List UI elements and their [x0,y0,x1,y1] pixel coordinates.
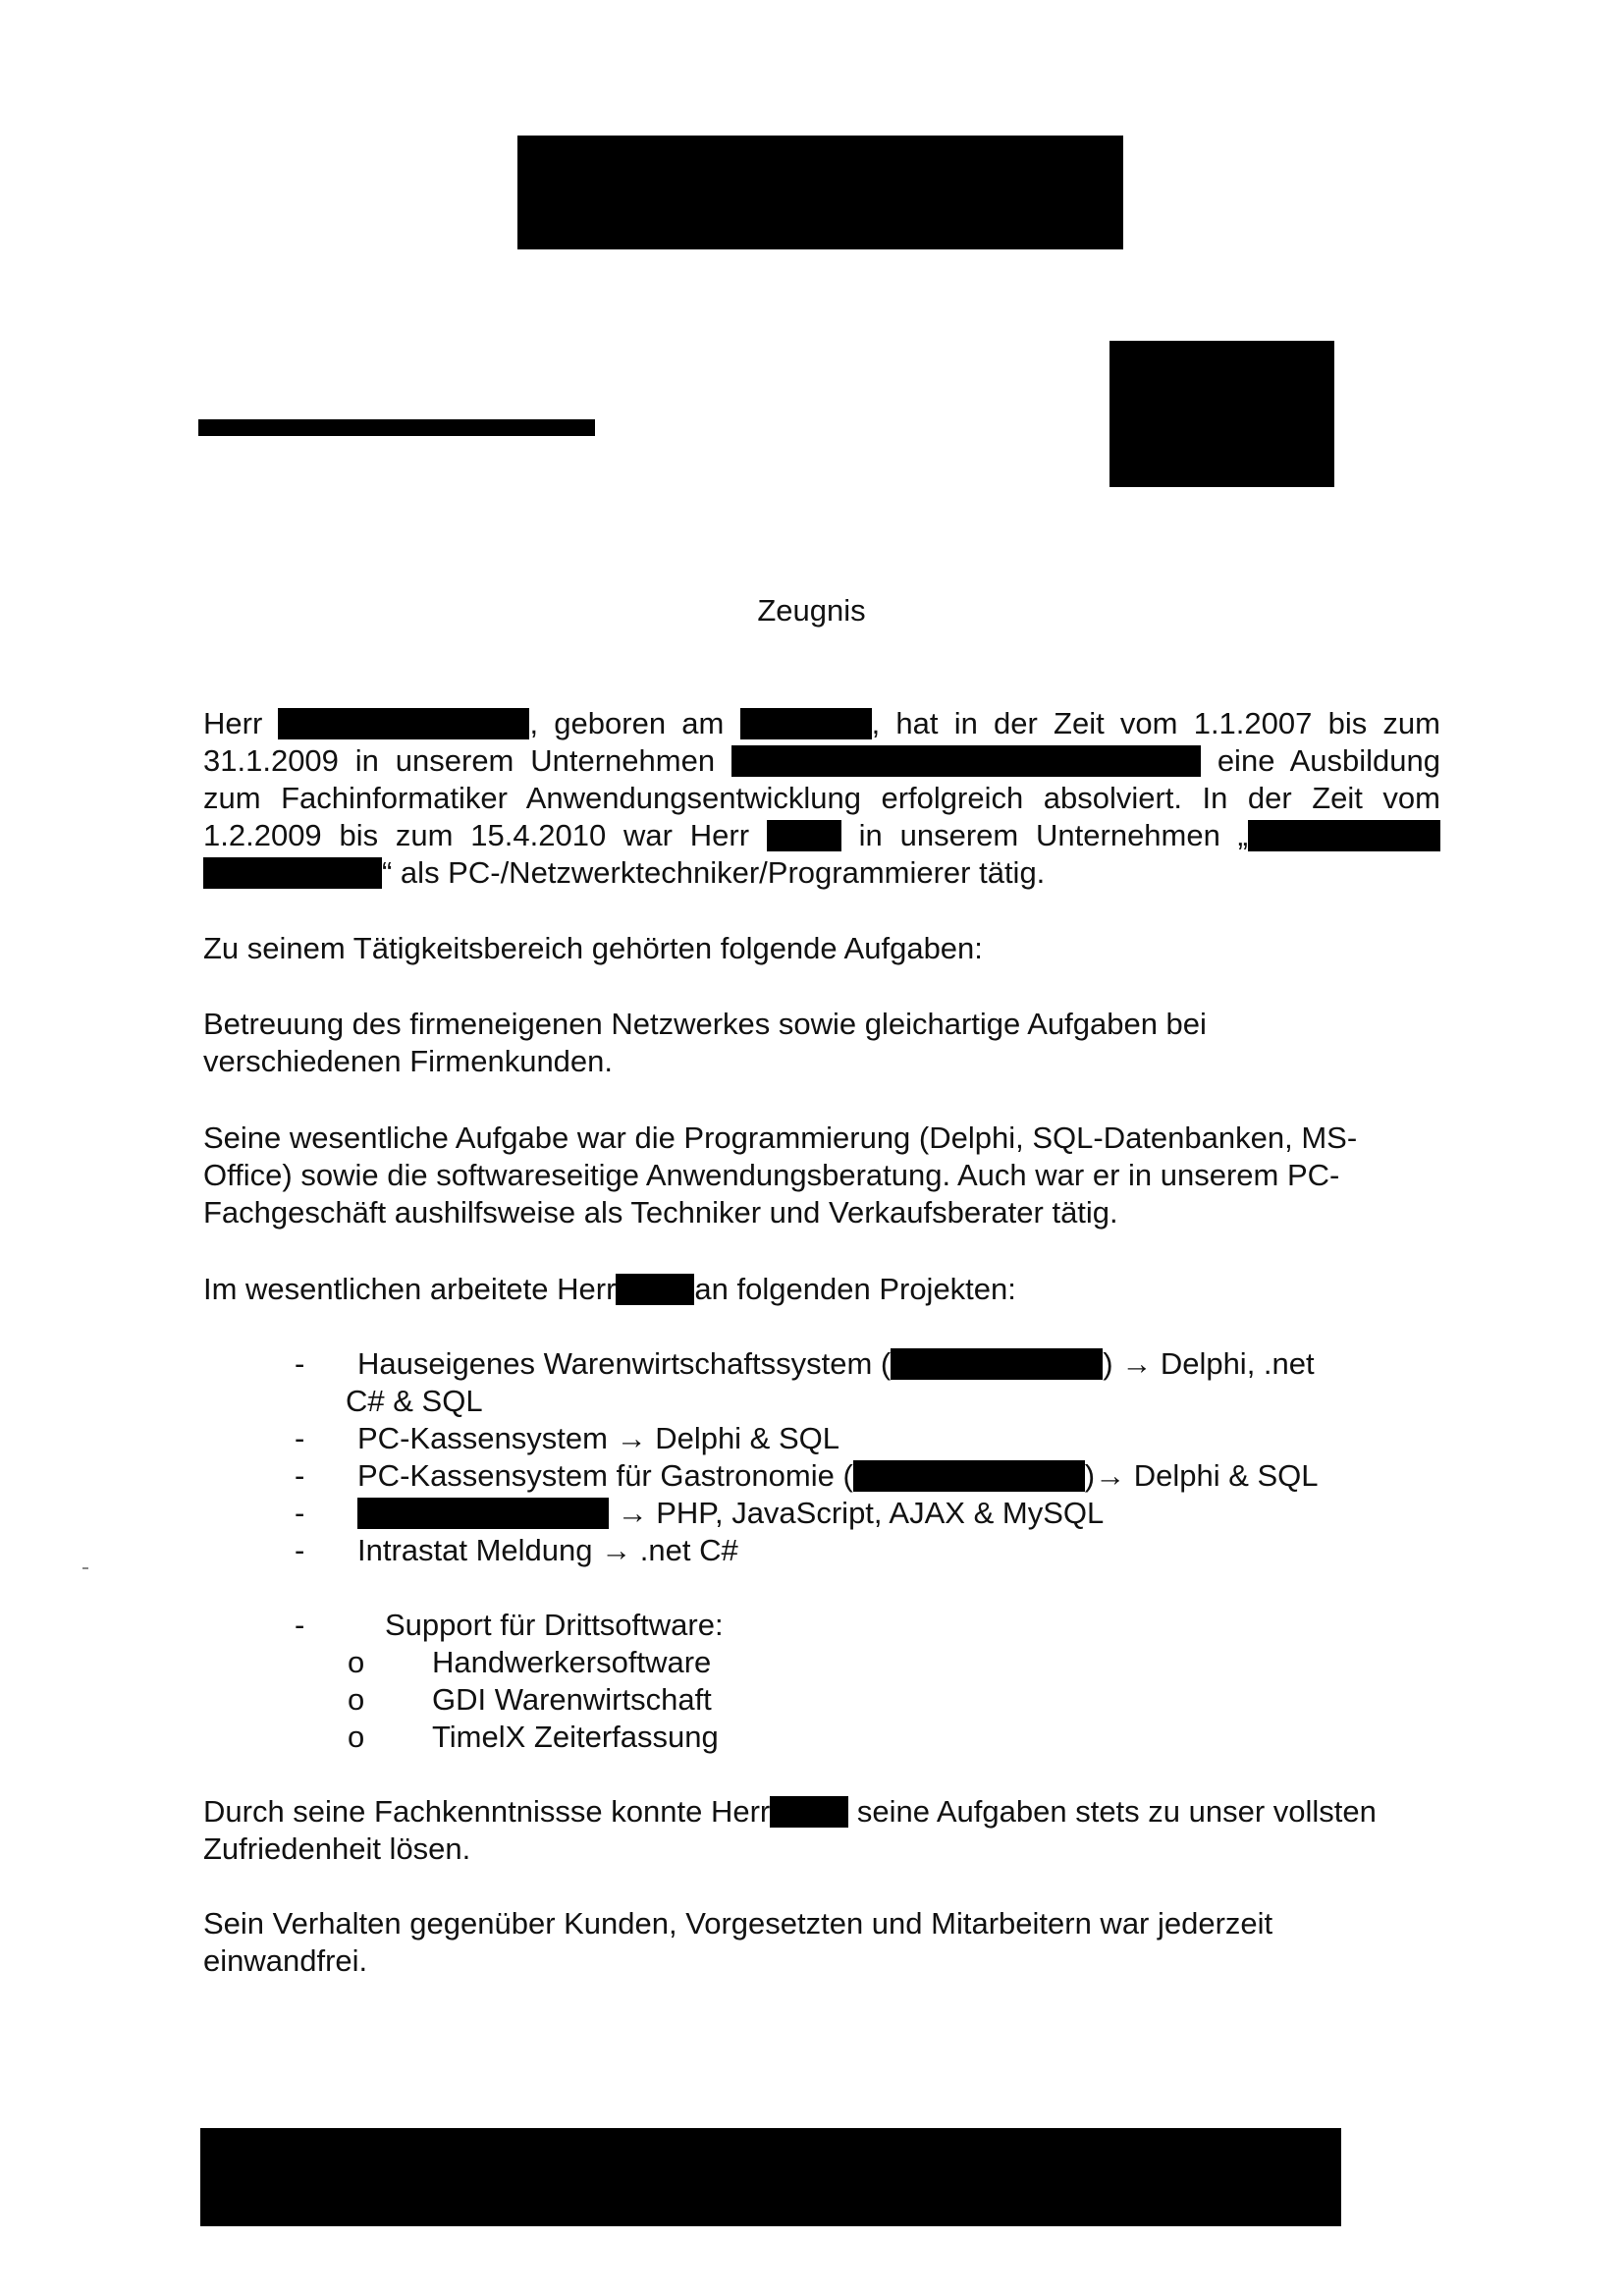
intro-text-4: eine Ausbildung zum Fachinformatiker Anwendungsentwicklung erfolgreich absolviert. In der Zeit vom 1.2.2009 bis zum 15.4.2010 war Herr [203,743,1440,852]
project-text: PC-Kassensystem → Delphi & SQL [357,1421,840,1455]
support-subitem-text: TimelX Zeiterfassung [432,1720,719,1754]
redacted-company-name-2 [203,857,382,889]
list-dash: - [295,1608,305,1642]
bullet-o: o [348,1720,365,1754]
project-text: Intrastat Meldung → .net C# [357,1533,738,1567]
scan-artifact [82,1567,88,1569]
redacted-surname-3 [770,1796,848,1828]
project-item-pos [295,1420,1319,1457]
projects-intro [203,1271,1440,1308]
redacted-surname-2 [616,1274,694,1305]
project-text: Hauseigenes Warenwirtschaftssystem ( [357,1346,892,1381]
support-item [295,1607,724,1644]
intro-paragraph [203,705,1440,892]
redacted-birthdate [740,708,872,739]
projects-intro-text-2: an folgenden Projekten: [694,1272,1016,1306]
redacted-project-name [891,1348,1103,1380]
redacted-company-name-1 [1248,820,1440,851]
support-subitem-text: Handwerkersoftware [432,1645,712,1679]
bullet-o: o [348,1645,365,1679]
redacted-letterhead [517,136,1123,249]
support-subitem [295,1644,724,1681]
redacted-name [278,708,529,739]
project-item-warehouse-cont [295,1383,1319,1420]
list-dash: - [295,1496,305,1530]
redacted-surname [767,820,841,851]
project-text: C# & SQL [346,1384,483,1418]
redacted-project-name [853,1460,1085,1492]
tasks-heading: Zu seinem Tätigkeitsbereich gehörten folgende Aufgaben: [203,931,983,965]
redacted-company [731,745,1201,777]
project-item-pos-gastro [295,1457,1319,1495]
redacted-footer [200,2128,1341,2226]
project-text: → PHP, JavaScript, AJAX & MySQL [609,1496,1105,1530]
task-programming-paragraph: Seine wesentliche Aufgabe war die Programmierung (Delphi, SQL-Datenbanken, MS-Office) sowie die softwareseitige Anwendungsberatung. Auch war er in unserem PC-Fachgeschäft aushilfsweise als Techniker und Verkaufsberater tätig. [203,1121,1358,1230]
conclusion-paragraph [203,1793,1381,1868]
intro-text-5: in unserem Unternehmen „ [840,818,1248,852]
project-item-web [295,1495,1319,1532]
redacted-project-name [357,1498,609,1529]
intro-text-3: , hat in der Zeit vom 1.1.2007 bis zum 31.1.2009 in unserem Unternehmen [203,706,1440,778]
project-item-warehouse [295,1345,1319,1383]
list-dash: - [295,1458,305,1493]
support-label: Support für Drittsoftware: [385,1608,724,1642]
project-text: )→ Delphi & SQL [1084,1458,1319,1493]
intro-text-2: , geboren am [529,706,740,740]
project-text: PC-Kassensystem für Gastronomie ( [357,1458,853,1493]
conclusion-text-1: Durch seine Fachkenntnissse konnte Herr [203,1794,771,1829]
projects-intro-text-1: Im wesentlichen arbeitete Herr [203,1272,617,1306]
support-subitem [295,1681,724,1719]
redacted-address-line [198,419,595,436]
project-item-intrastat [295,1532,1319,1569]
task-network-paragraph: Betreuung des firmeneigenen Netzwerkes sowie gleichartige Aufgaben bei verschiedenen Firmenkunden. [203,1007,1207,1078]
intro-text-6: “ als PC-/Netzwerktechniker/Programmierer tätig. [382,855,1046,890]
intro-text-1: Herr [203,706,279,740]
support-subitem [295,1719,724,1756]
conclusion-text-2: seine Aufgaben stets zu unser vollsten Zufriedenheit lösen. [203,1794,1377,1866]
behavior-paragraph: Sein Verhalten gegenüber Kunden, Vorgesetzten und Mitarbeitern war jederzeit einwandfrei. [203,1906,1273,1978]
bullet-o: o [348,1682,365,1717]
support-subitem-text: GDI Warenwirtschaft [432,1682,712,1717]
list-dash: - [295,1533,305,1567]
document-title: Zeugnis [757,593,866,628]
list-dash: - [295,1421,305,1455]
project-text: ) → Delphi, .net [1103,1346,1315,1381]
support-list [295,1607,724,1756]
list-dash: - [295,1346,305,1381]
project-list [295,1345,1319,1569]
redacted-logo [1109,341,1334,487]
